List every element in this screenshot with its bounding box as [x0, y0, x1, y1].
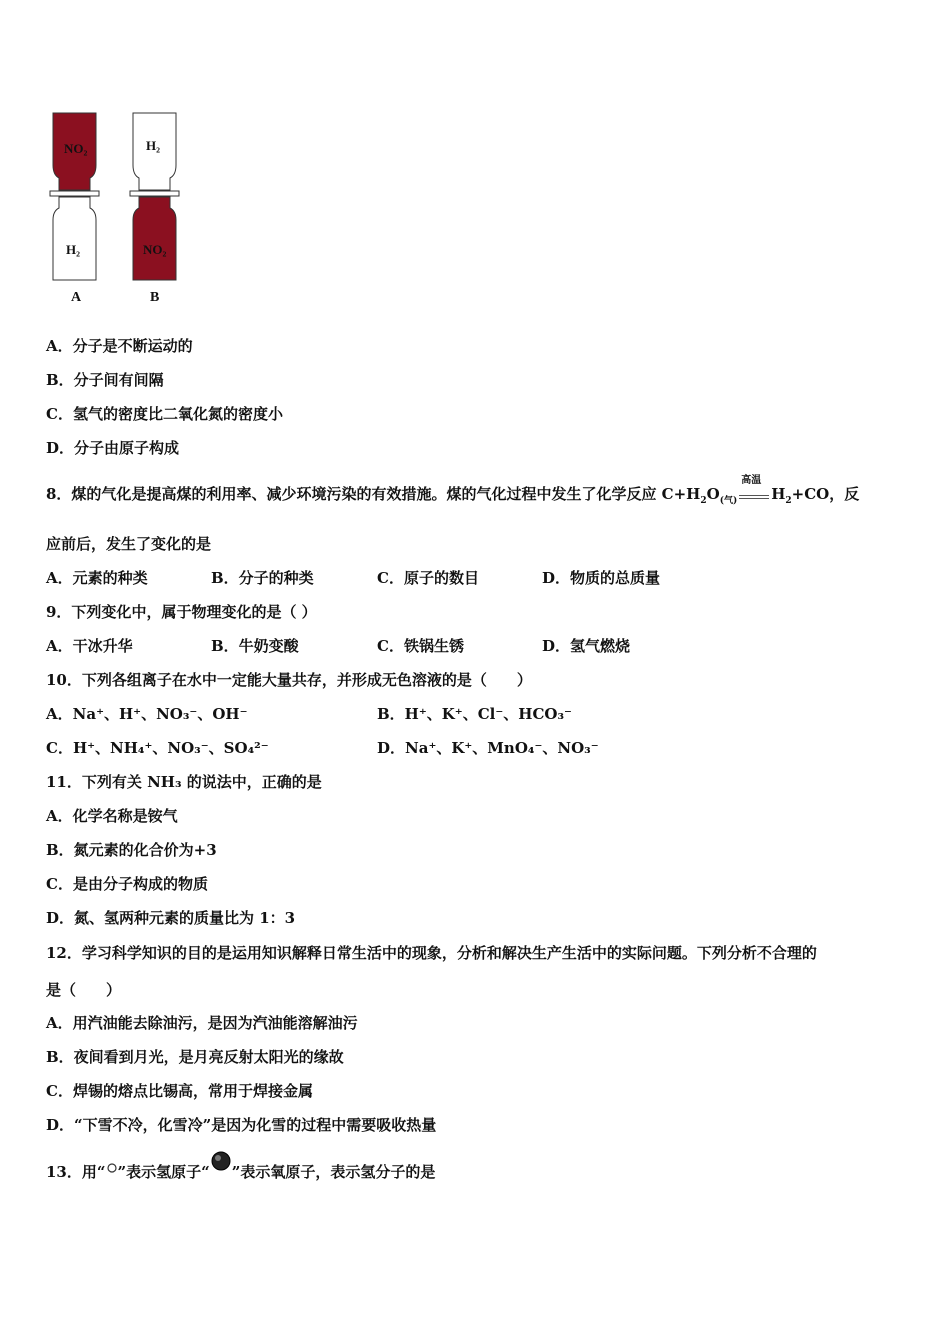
q10-stem: 10．下列各组离子在水中一定能大量共存，并形成无色溶液的是（ ） — [46, 671, 532, 689]
q9-option-d: D．氢气燃烧 — [542, 637, 631, 655]
q8-option-c: C．原子的数目 — [377, 569, 479, 587]
q8-stem-line1: 8．煤的气化是提高煤的利用率、减少环境污染的有效措施。煤的气化过程中发生了化学反应 $C+H_2O_{(气)}$ 高温 $H_2+CO$，反 — [46, 475, 860, 506]
q13-stem: 13．用“ ”表示氢原子“ ”表示氧原子，表示氢分子的是 — [46, 1162, 435, 1182]
q9-option-b: B．牛奶变酸 — [211, 637, 299, 655]
q12-option-b: B．夜间看到月光，是月亮反射太阳光的缘故 — [46, 1048, 344, 1066]
q10-option-a: A．Na⁺、H⁺、NO₃⁻、OH⁻ — [46, 705, 248, 723]
bottle-a-caption: A — [71, 290, 82, 305]
hydrogen-atom-icon — [106, 1162, 118, 1174]
q9-option-c: C．铁锅生锈 — [377, 637, 464, 655]
bottle-a-joint — [50, 191, 99, 196]
q12-stem-line1: 12．学习科学知识的目的是运用知识解释日常生活中的现象，分析和解决生产生活中的实际问题。下列分析不合理的 — [46, 944, 817, 962]
q12-option-a: A．用汽油能去除油污，是因为汽油能溶解油污 — [46, 1014, 358, 1032]
q11-stem: 11．下列有关 NH₃ 的说法中，正确的是 — [46, 773, 322, 791]
q9-option-a: A．干冰升华 — [46, 637, 133, 655]
bottle-a-bottom-label: H₂ — [66, 242, 81, 257]
q7-option-c: C．氢气的密度比二氧化氮的密度小 — [46, 405, 283, 423]
q8-option-d: D．物质的总质量 — [542, 569, 661, 587]
bottle-b-joint — [130, 191, 179, 196]
q10-option-b: B．H⁺、K⁺、Cl⁻、HCO₃⁻ — [377, 705, 572, 723]
q11-option-c: C．是由分子构成的物质 — [46, 875, 208, 893]
bottle-b-bottom-label: NO₂ — [143, 242, 167, 257]
bottle-a-top-label: NO₂ — [64, 141, 88, 156]
q12-option-c: C．焊锡的熔点比锡高，常用于焊接金属 — [46, 1082, 313, 1100]
q8-stem-line2: 应前后，发生了变化的是 — [46, 535, 212, 553]
bottle-b-top-label: H₂ — [146, 138, 161, 153]
q11-option-a: A．化学名称是铵气 — [46, 807, 178, 825]
q8-option-a: A．元素的种类 — [46, 569, 148, 587]
oxygen-atom-icon — [210, 1150, 232, 1172]
q7-option-b: B．分子间有间隔 — [46, 371, 164, 389]
bottle-pair-b — [130, 113, 179, 305]
gas-diffusion-figure — [40, 105, 200, 315]
reaction-condition: 高温 — [737, 485, 771, 505]
q11-option-b: B．氮元素的化合价为+3 — [46, 841, 217, 859]
bottle-b-caption: B — [150, 290, 160, 305]
q7-option-d: D．分子由原子构成 — [46, 439, 180, 457]
bottle-pair-a — [50, 113, 99, 305]
q11-option-d: D．氮、氢两种元素的质量比为 1：3 — [46, 909, 296, 927]
bottle-a-bottom — [53, 197, 96, 280]
bottle-b-bottom — [133, 197, 176, 280]
q12-stem-line2: 是（ ） — [46, 981, 122, 999]
q8-option-b: B．分子的种类 — [211, 569, 314, 587]
q10-option-c: C．H⁺、NH₄⁺、NO₃⁻、SO₄²⁻ — [46, 739, 269, 757]
q9-stem: 9．下列变化中，属于物理变化的是（ ） — [46, 603, 317, 621]
q10-option-d: D．Na⁺、K⁺、MnO₄⁻、NO₃⁻ — [377, 739, 599, 757]
q12-option-d: D．“下雪不冷，化雪冷”是因为化雪的过程中需要吸收热量 — [46, 1116, 437, 1134]
q7-option-a: A．分子是不断运动的 — [46, 337, 193, 355]
